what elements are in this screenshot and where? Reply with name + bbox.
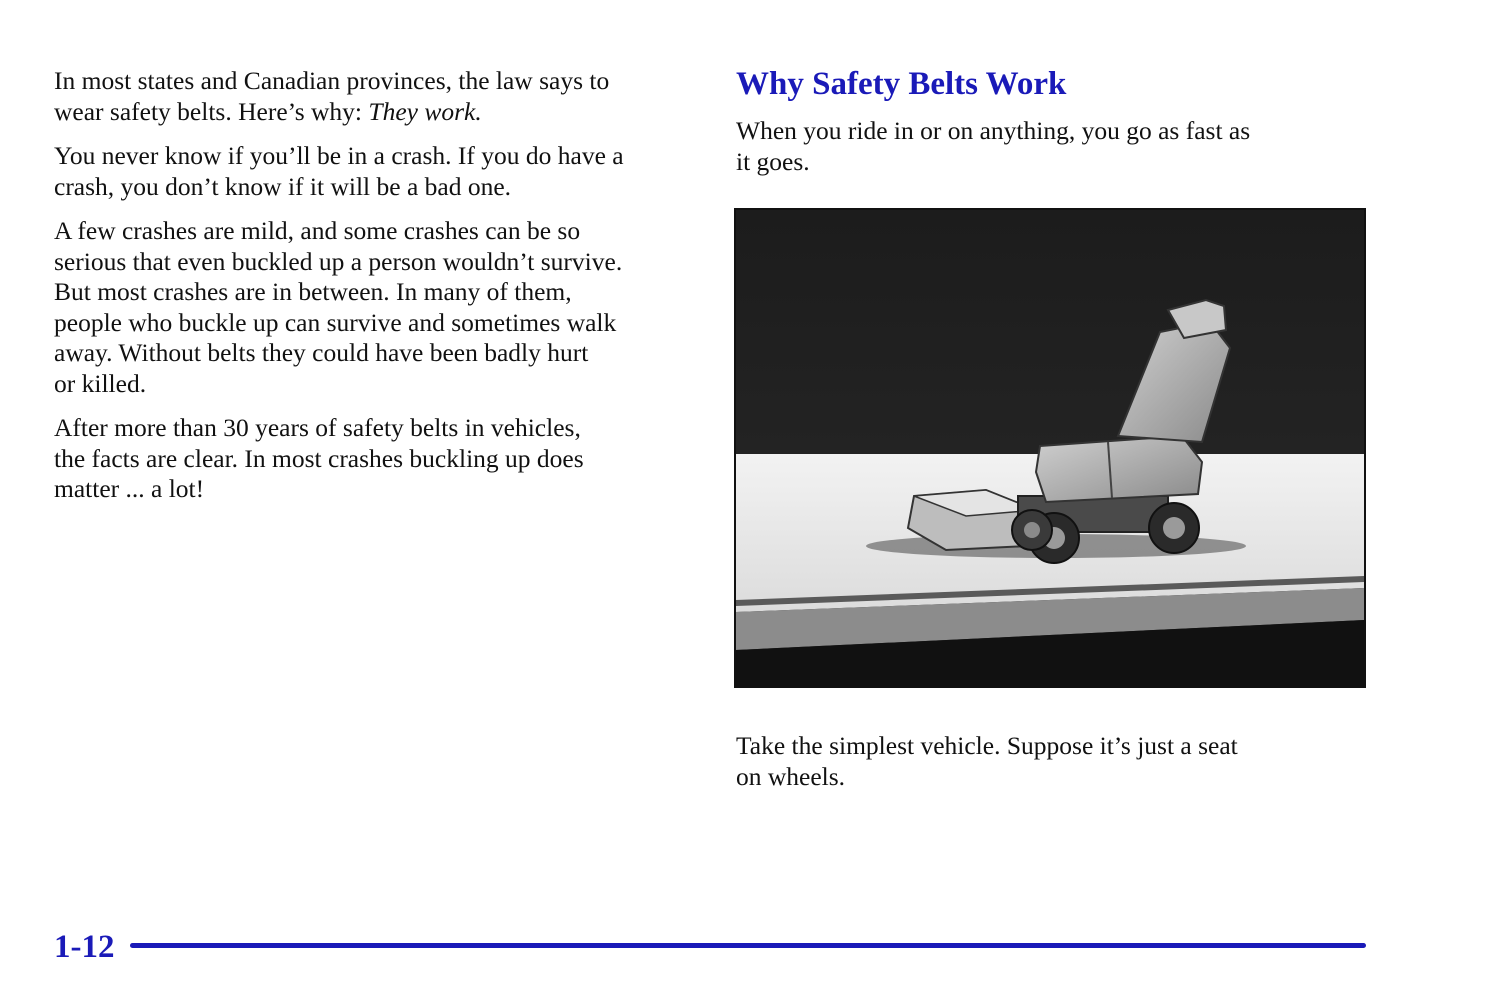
paragraph-facts [54,413,684,505]
text-line: away. Without belts they could have been badly hurt [54,338,589,367]
right-column [736,64,1366,191]
text-line: serious that even buckled up a person wouldn’t survive. [54,246,623,276]
figure-caption [736,731,1366,806]
text-line: or killed. [54,368,147,398]
left-column [54,66,684,519]
text-line: crash, you don’t know if it will be a bad one. [54,171,512,201]
paragraph-intro [736,116,1366,177]
paragraph-law [54,66,684,127]
paragraph-never-know [54,141,684,202]
text-line [54,97,684,128]
page-footer [54,925,1366,969]
text-segment: wear safety belts. Here’s why: [54,96,369,126]
text-line: When you ride in or on anything, you go as fast as [736,116,1251,145]
text-line: You never know if you’ll be in a crash. If you do have a [54,141,624,170]
seat-on-wheels-illustration [734,208,1366,688]
paragraph-crash-severity [54,216,684,399]
page-number: 1-12 [54,929,115,965]
text-line: But most crashes are in between. In many of them, [54,277,572,306]
text-line: it goes. [736,146,810,176]
text-line: In most states and Canadian provinces, the law says to [54,66,610,95]
footer-rule [130,943,1366,948]
text-line: the facts are clear. In most crashes buckling up does [54,443,584,473]
emphasis-they-work: They work. [368,96,482,126]
text-line: people who buckle up can survive and sometimes walk [54,307,617,337]
text-line: matter ... a lot! [54,474,205,503]
text-line: A few crashes are mild, and some crashes can be so [54,216,581,245]
text-line: Take the simplest vehicle. Suppose it’s just a seat [736,731,1238,760]
text-line: on wheels. [736,761,846,791]
caption-paragraph [736,731,1366,792]
section-heading: Why Safety Belts Work [736,66,1067,102]
text-line: After more than 30 years of safety belts in vehicles, [54,413,581,442]
